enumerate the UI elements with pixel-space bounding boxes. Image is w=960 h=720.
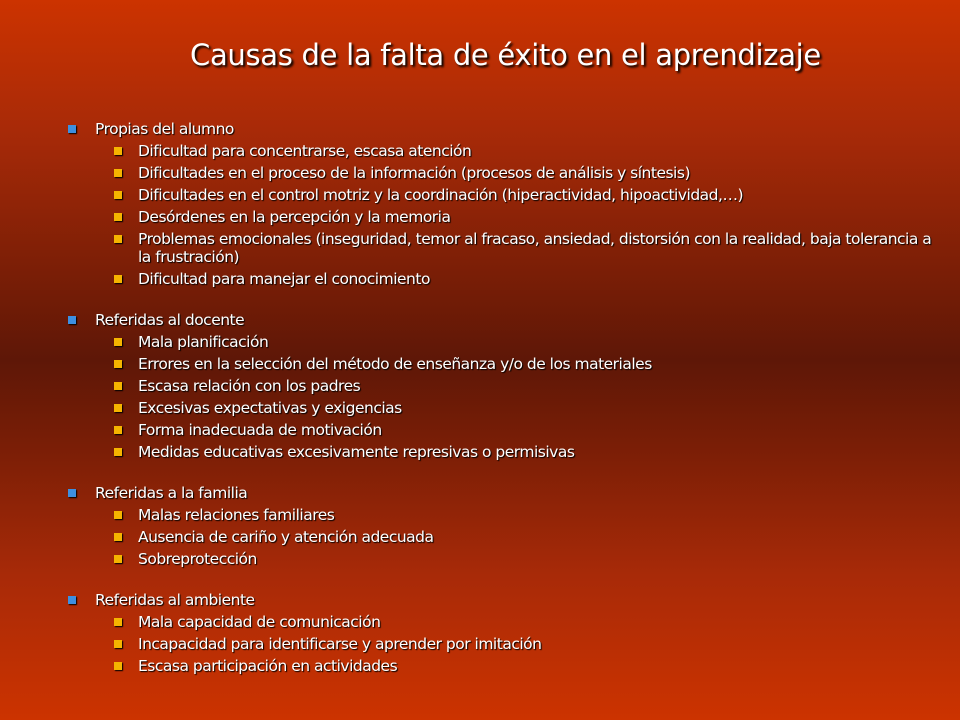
yellow-square-bullet-icon [114, 511, 122, 519]
list-item [114, 528, 938, 546]
list-item [114, 399, 938, 417]
yellow-square-bullet-icon [114, 640, 122, 648]
list-item [114, 164, 938, 182]
blue-square-bullet-icon [68, 125, 76, 133]
list-item-text: Problemas emocionales (inseguridad, temor al fracaso, ansiedad, distorsión con la realidad, baja tolerancia a la frustración) [138, 230, 932, 266]
section-heading [68, 591, 938, 609]
list-item-text: Malas relaciones familiares [138, 506, 335, 524]
section [68, 120, 938, 288]
blue-square-bullet-icon [68, 316, 76, 324]
list-item-text: Excesivas expectativas y exigencias [138, 399, 402, 417]
list-item [114, 506, 938, 524]
blue-square-bullet-icon [68, 489, 76, 497]
yellow-square-bullet-icon [114, 662, 122, 670]
list-item [114, 613, 938, 631]
list-item [114, 355, 938, 373]
yellow-square-bullet-icon [114, 533, 122, 541]
list-item [114, 550, 938, 568]
list-item [114, 208, 938, 226]
section-heading-text: Referidas a la familia [95, 484, 248, 502]
list-item-text: Desórdenes en la percepción y la memoria [138, 208, 451, 226]
section [68, 311, 938, 461]
list-item-text: Mala planificación [138, 333, 269, 351]
section-heading-text: Propias del alumno [95, 120, 234, 138]
list-item-text: Escasa participación en actividades [138, 657, 398, 675]
list-item [114, 270, 938, 288]
list-item [114, 333, 938, 351]
yellow-square-bullet-icon [114, 404, 122, 412]
list-item-text: Dificultades en el proceso de la información (procesos de análisis y síntesis) [138, 164, 690, 182]
list-item-text: Medidas educativas excesivamente represivas o permisivas [138, 443, 575, 461]
section [68, 591, 938, 675]
list-item-text: Escasa relación con los padres [138, 377, 361, 395]
list-item [114, 635, 938, 653]
list-item-text: Sobreprotección [138, 550, 257, 568]
section-heading [68, 311, 938, 329]
list-item-text: Errores en la selección del método de enseñanza y/o de los materiales [138, 355, 652, 373]
list-item-text: Dificultad para manejar el conocimiento [138, 270, 430, 288]
yellow-square-bullet-icon [114, 618, 122, 626]
list-item [114, 421, 938, 439]
list-item-text: Forma inadecuada de motivación [138, 421, 382, 439]
blue-square-bullet-icon [68, 596, 76, 604]
bullet-list [68, 120, 938, 698]
yellow-square-bullet-icon [114, 448, 122, 456]
yellow-square-bullet-icon [114, 275, 122, 283]
list-item [114, 186, 938, 204]
list-item [114, 142, 938, 160]
list-item-text: Dificultades en el control motriz y la coordinación (hiperactividad, hipoactividad,…) [138, 186, 743, 204]
list-item-text: Dificultad para concentrarse, escasa atención [138, 142, 472, 160]
yellow-square-bullet-icon [114, 426, 122, 434]
slide-title: Causas de la falta de éxito en el aprendizaje [190, 38, 821, 72]
yellow-square-bullet-icon [114, 169, 122, 177]
list-item-text: Mala capacidad de comunicación [138, 613, 381, 631]
yellow-square-bullet-icon [114, 147, 122, 155]
section-heading [68, 120, 938, 138]
yellow-square-bullet-icon [114, 235, 122, 243]
list-item [114, 443, 938, 461]
yellow-square-bullet-icon [114, 338, 122, 346]
section-heading-text: Referidas al docente [95, 311, 245, 329]
section-heading-text: Referidas al ambiente [95, 591, 255, 609]
list-item-text: Ausencia de cariño y atención adecuada [138, 528, 434, 546]
yellow-square-bullet-icon [114, 360, 122, 368]
yellow-square-bullet-icon [114, 213, 122, 221]
list-item [114, 230, 938, 266]
yellow-square-bullet-icon [114, 191, 122, 199]
list-item [114, 377, 938, 395]
yellow-square-bullet-icon [114, 382, 122, 390]
list-item-text: Incapacidad para identificarse y aprender por imitación [138, 635, 542, 653]
yellow-square-bullet-icon [114, 555, 122, 563]
section [68, 484, 938, 568]
section-heading [68, 484, 938, 502]
list-item [114, 657, 938, 675]
